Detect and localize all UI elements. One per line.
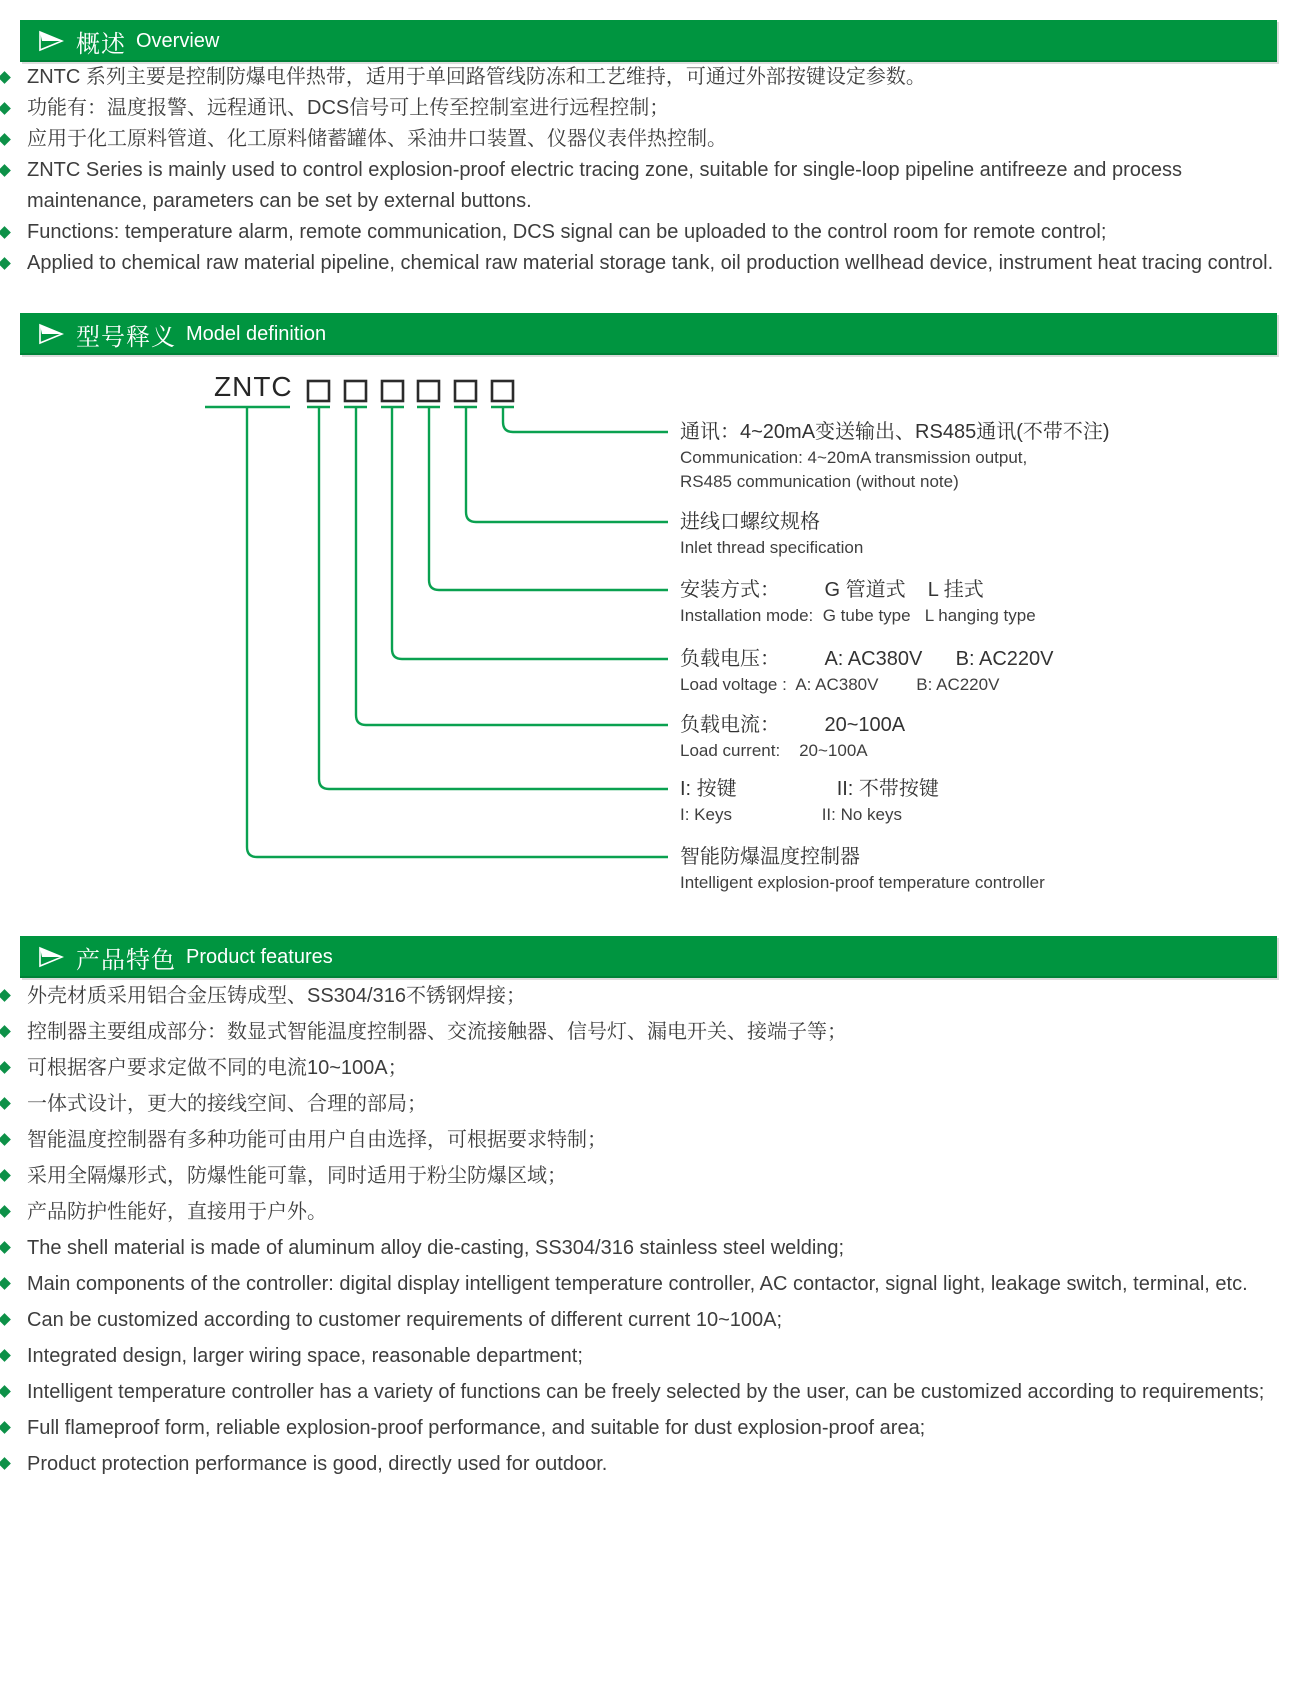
list-item — [0, 1050, 1300, 1086]
diamond-bullet-icon — [0, 1194, 27, 1216]
list-item — [0, 155, 1300, 217]
diamond-bullet-icon — [0, 124, 27, 144]
bullet-text: 一体式设计，更大的接线空间、合理的部局； — [27, 1093, 427, 1115]
model-digit-box — [455, 381, 476, 401]
bullet-text: The shell material is made of aluminum alloy die-casting, SS304/316 stainless steel welding; — [27, 1237, 845, 1259]
list-item — [0, 1122, 1300, 1158]
model-digit-box — [345, 381, 366, 401]
section-title-en: Overview — [136, 29, 220, 52]
model-label-en: I: Keys II: No keys — [680, 805, 903, 824]
list-item — [0, 1194, 1300, 1230]
model-label — [680, 843, 1045, 895]
model-digit-box — [418, 381, 439, 401]
bullet-text: 采用全隔爆形式，防爆性能可靠，同时适用于粉尘防爆区域； — [27, 1165, 567, 1187]
model-label-zh: 负载电流： 20~100A — [680, 714, 906, 736]
section-title-zh: 产品特色 — [76, 946, 176, 974]
list-item — [0, 1446, 1300, 1482]
model-label — [680, 508, 863, 560]
model-label-zh: 通讯：4~20mA变送输出、RS485通讯(不带不注) — [680, 421, 1110, 443]
bullet-text: 控制器主要组成部分：数显式智能温度控制器、交流接触器、信号灯、漏电开关、接端子等； — [27, 1021, 847, 1043]
bullet-text: ZNTC 系列主要是控制防爆电伴热带，适用于单回路管线防冻和工艺维持，可通过外部按键设定参数。 — [27, 66, 926, 88]
features-bullet-list — [0, 978, 1300, 1482]
diamond-bullet-icon — [0, 62, 27, 82]
model-digit-box — [308, 381, 329, 401]
bullet-text: Intelligent temperature controller has a variety of functions can be freely selected by the user, can be customized according to requirements; — [27, 1381, 1265, 1403]
bullet-text: ZNTC Series is mainly used to control explosion-proof electric tracing zone, suitable for single-loop pipeline antifreeze and process maintenance, parameters can be set by external buttons. — [27, 159, 1183, 212]
diamond-bullet-icon — [0, 217, 27, 237]
list-item — [0, 1338, 1300, 1374]
features-section-header — [20, 936, 1277, 978]
bullet-text: 功能有：温度报警、远程通讯、DCS信号可上传至控制室进行远程控制； — [27, 97, 670, 119]
bullet-text: 产品防护性能好，直接用于户外。 — [27, 1201, 327, 1223]
diamond-bullet-icon — [0, 93, 27, 113]
bullet-text: 外壳材质采用铝合金压铸成型、SS304/316不锈钢焊接； — [27, 985, 526, 1007]
model-label-zh: 负载电压： A: AC380V B: AC220V — [680, 648, 1054, 670]
list-item — [0, 1158, 1300, 1194]
model-label-zh: 智能防爆温度控制器 — [680, 846, 860, 868]
model-label — [680, 711, 905, 763]
model-label-en: Intelligent explosion-proof temperature controller — [680, 873, 1045, 892]
diamond-bullet-icon — [0, 1230, 27, 1252]
section-title-zh: 概述 — [76, 30, 126, 58]
model-digit-box — [492, 381, 513, 401]
list-item — [0, 93, 1300, 124]
model-label — [680, 775, 939, 827]
list-item — [0, 62, 1300, 93]
diamond-bullet-icon — [0, 1374, 27, 1396]
diamond-bullet-icon — [0, 155, 27, 175]
model-label — [680, 418, 1110, 494]
section-title-en: Model definition — [186, 322, 327, 345]
bullet-text: Integrated design, larger wiring space, reasonable department; — [27, 1345, 583, 1367]
model-prefix: ZNTC — [214, 371, 293, 402]
model-label-zh: I: 按键 II: 不带按键 — [680, 778, 939, 800]
list-item — [0, 978, 1300, 1014]
list-item — [0, 1086, 1300, 1122]
model-digit-boxes — [308, 381, 513, 401]
bullet-text: 应用于化工原料管道、化工原料储蓄罐体、采油井口装置、仪器仪表伴热控制。 — [27, 128, 727, 150]
bullet-text: Functions: temperature alarm, remote communication, DCS signal can be uploaded to the control room for remote control; — [27, 221, 1107, 243]
model-label-en: Communication: 4~20mA transmission output, — [680, 448, 1028, 467]
diamond-bullet-icon — [0, 1158, 27, 1180]
bullet-text: 可根据客户要求定做不同的电流10~100A； — [27, 1057, 408, 1079]
model-label-en: Load voltage : A: AC380V B: AC220V — [680, 675, 1000, 694]
model-label-zh: 安装方式： G 管道式 L 挂式 — [680, 579, 984, 601]
diamond-bullet-icon — [0, 1302, 27, 1324]
diamond-bullet-icon — [0, 978, 27, 1000]
diamond-bullet-icon — [0, 1050, 27, 1072]
diamond-bullet-icon — [0, 1122, 27, 1144]
list-item — [0, 1266, 1300, 1302]
model-digit-box — [382, 381, 403, 401]
list-item — [0, 124, 1300, 155]
bullet-text: Product protection performance is good, directly used for outdoor. — [27, 1453, 608, 1475]
section-title-en: Product features — [186, 945, 333, 968]
model-label-zh: 进线口螺纹规格 — [680, 511, 820, 533]
diamond-bullet-icon — [0, 1410, 27, 1432]
model-label — [680, 576, 1036, 628]
model-label-en: Installation mode: G tube type L hanging type — [680, 606, 1036, 625]
bullet-text: Applied to chemical raw material pipeline, chemical raw material storage tank, oil production wellhead device, instrument heat tracing control. — [27, 252, 1274, 274]
model-label — [680, 645, 1053, 697]
section-title-zh: 型号释义 — [76, 323, 176, 351]
model-connector-lines — [205, 407, 668, 857]
arrow-icon — [38, 29, 64, 53]
bullet-text: Can be customized according to customer requirements of different current 10~100A; — [27, 1309, 783, 1331]
bullet-text: Main components of the controller: digital display intelligent temperature controller, AC contactor, signal light, leakage switch, terminal, etc. — [27, 1273, 1248, 1295]
bullet-text: Full flameproof form, reliable explosion-proof performance, and suitable for dust explosion-proof area; — [27, 1417, 926, 1439]
diamond-bullet-icon — [0, 1266, 27, 1288]
model-label-en: RS485 communication (without note) — [680, 472, 959, 491]
model-label-en: Inlet thread specification — [680, 538, 864, 557]
diamond-bullet-icon — [0, 1338, 27, 1360]
page — [0, 20, 1300, 1683]
diamond-bullet-icon — [0, 1086, 27, 1108]
list-item — [0, 1014, 1300, 1050]
model-section-header — [20, 313, 1277, 355]
model-definition-diagram — [0, 355, 1300, 915]
list-item — [0, 1410, 1300, 1446]
list-item — [0, 217, 1300, 248]
overview-bullet-list — [0, 62, 1300, 279]
list-item — [0, 1302, 1300, 1338]
arrow-icon — [38, 945, 64, 969]
overview-section-header — [20, 20, 1277, 62]
model-label-en: Load current: 20~100A — [680, 741, 868, 760]
diamond-bullet-icon — [0, 248, 27, 268]
list-item — [0, 248, 1300, 279]
list-item — [0, 1374, 1300, 1410]
bullet-text: 智能温度控制器有多种功能可由用户自由选择，可根据要求特制； — [27, 1129, 607, 1151]
arrow-icon — [38, 322, 64, 346]
diamond-bullet-icon — [0, 1014, 27, 1036]
list-item — [0, 1230, 1300, 1266]
diamond-bullet-icon — [0, 1446, 27, 1468]
